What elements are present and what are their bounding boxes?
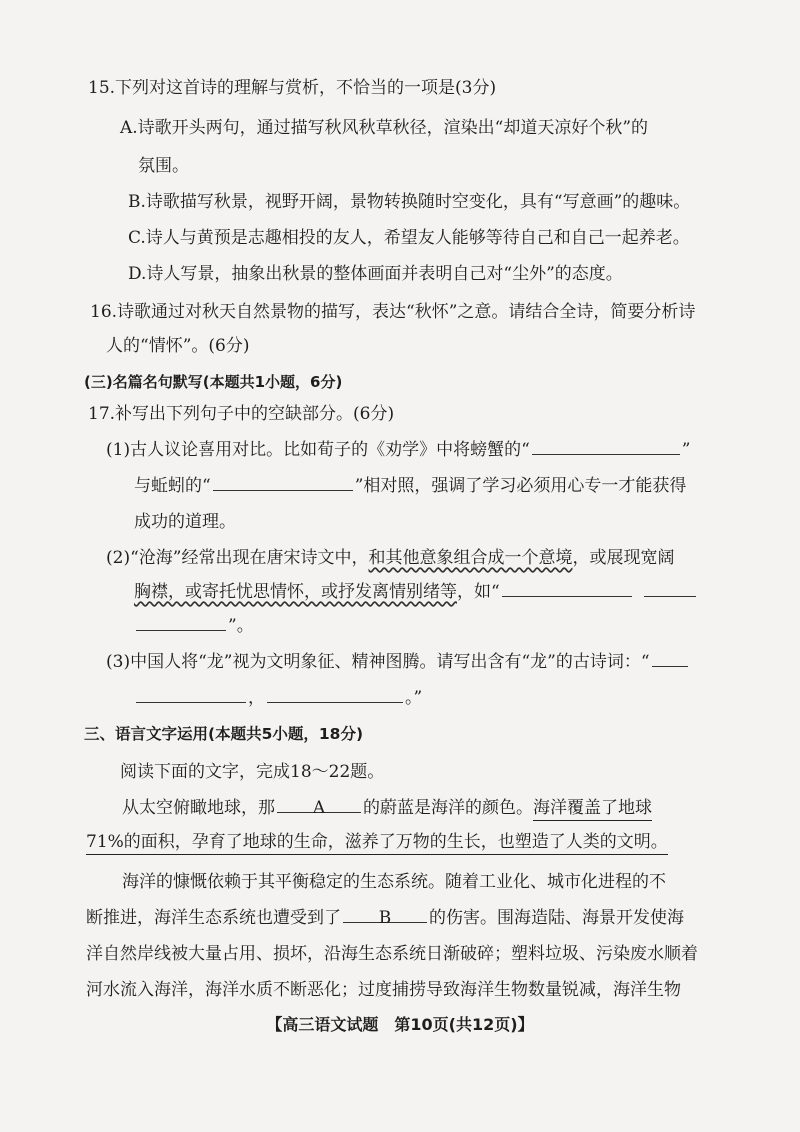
- q17-p2-end: ”。: [228, 616, 254, 636]
- part-3-heading: 三、语言文字运用(本题共5小题，18分): [84, 725, 364, 743]
- page-footer: 【高三语文试题 第10页(共12页)】: [266, 1015, 534, 1034]
- passage-p2-line3: 洋自然岸线被大量占用、损坏，沿海生态系统日渐破碎；塑料垃圾、污染废水顺着: [86, 944, 698, 964]
- q17-p3-text: (3)中国人将“龙”视为文明象征、精神图腾。请写出含有“龙”的古诗词：“: [106, 652, 650, 672]
- q16-line2: 人的“情怀”。(6分): [106, 336, 250, 356]
- q17-blank-4[interactable]: [644, 580, 696, 597]
- q17-p3-comma: ，: [248, 688, 265, 708]
- q17-p3-end: 。”: [405, 688, 423, 708]
- q17-p2-text-a: (2)“沧海”经常出现在唐宋诗文中，: [106, 548, 369, 568]
- q17-blank-8[interactable]: [267, 686, 403, 703]
- q17-p1-text-d: ”相对照，强调了学习必须用心专一才能获得: [354, 476, 687, 496]
- q17-p2-wavy-2: 胸襟，或寄托忧思情怀，或抒发离情别绪等: [134, 582, 457, 602]
- q17-blank-3[interactable]: [502, 580, 632, 597]
- q17-p1-text-c: 与蚯蚓的“: [134, 476, 211, 496]
- q17-blank-2[interactable]: [213, 474, 353, 491]
- q17-stem: 17.补写出下列句子中的空缺部分。(6分): [88, 404, 395, 424]
- q17-part3-line1: [106, 650, 690, 674]
- passage-p2-line4: 河水流入海洋，海洋水质不断恶化；过度捕捞导致海洋生物数量锐减，海洋生物: [86, 980, 681, 1000]
- passage-p1-text-b: 的蔚蓝是海洋的颜色。: [363, 798, 533, 818]
- section-3-heading: (三)名篇名句默写(本题共1小题，6分): [84, 373, 343, 391]
- q17-blank-7[interactable]: [136, 686, 246, 703]
- q17-part3-line2: [134, 686, 422, 710]
- q15-option-c: C.诗人与黄预是志趣相投的友人，希望友人能够等待自己和自己一起养老。: [128, 228, 690, 248]
- passage-p1-line2: [86, 830, 668, 854]
- q17-part2-line2: [134, 580, 698, 604]
- q17-part2-line3: [134, 614, 254, 638]
- q15-option-a: A.诗歌开头两句，通过描写秋风秋草秋径，渲染出“却道天凉好个秋”的: [120, 118, 649, 138]
- passage-p2-line1: 海洋的慷慨依赖于其平衡稳定的生态系统。随着工业化、城市化进程的不: [122, 872, 666, 892]
- passage-underlined-1: 海洋覆盖了地球: [533, 798, 652, 821]
- blank-b[interactable]: B: [343, 906, 427, 923]
- q15-stem: 15.下列对这首诗的理解与赏析，不恰当的一项是(3分): [88, 78, 497, 98]
- passage-p2-line2: [86, 906, 684, 930]
- passage-p2-text-a: 断推进，海洋生态系统也遭受到了: [86, 908, 341, 928]
- q17-p2-text-b: ，如“: [457, 582, 500, 602]
- q17-blank-5[interactable]: [136, 614, 226, 631]
- passage-p1-line1: [122, 796, 652, 820]
- q15-option-b: B.诗歌描写秋景，视野开阔，景物转换随时空变化，具有“写意画”的趣味。: [128, 192, 691, 212]
- q15-option-d: D.诗人写景，抽象出秋景的整体画面并表明自己对“尘外”的态度。: [128, 264, 623, 284]
- blank-a[interactable]: A: [277, 796, 361, 813]
- reading-intro: 阅读下面的文字，完成18～22题。: [120, 762, 385, 782]
- q17-p2-wavy-1: 和其他意象组合成一个意境: [368, 548, 573, 568]
- q17-blank-1[interactable]: [532, 438, 680, 455]
- q17-part1-line2: [134, 474, 686, 498]
- q16-line1: 16.诗歌通过对秋天自然景物的描写，表达“秋怀”之意。请结合全诗，简要分析诗: [90, 302, 696, 322]
- q17-p1-text-b: ”: [681, 440, 691, 460]
- q17-part1-line1: [106, 438, 690, 462]
- q17-part2-line1: [106, 546, 674, 570]
- passage-underlined-2: 71%的面积，孕育了地球的生命，滋养了万物的生长，也塑造了人类的文明。: [86, 832, 668, 855]
- q15-option-a-cont: 氛围。: [138, 156, 189, 176]
- q17-blank-6[interactable]: [652, 650, 688, 667]
- q17-part1-line3: 成功的道理。: [134, 512, 236, 532]
- passage-p2-text-b: 的伤害。围海造陆、海景开发使海: [429, 908, 684, 928]
- passage-p1-text-a: 从太空俯瞰地球，那: [122, 798, 275, 818]
- q17-p2-text-c: ，或展现宽阔: [572, 548, 675, 568]
- q17-p1-text-a: (1)古人议论喜用对比。比如荀子的《劝学》中将螃蟹的“: [106, 440, 530, 460]
